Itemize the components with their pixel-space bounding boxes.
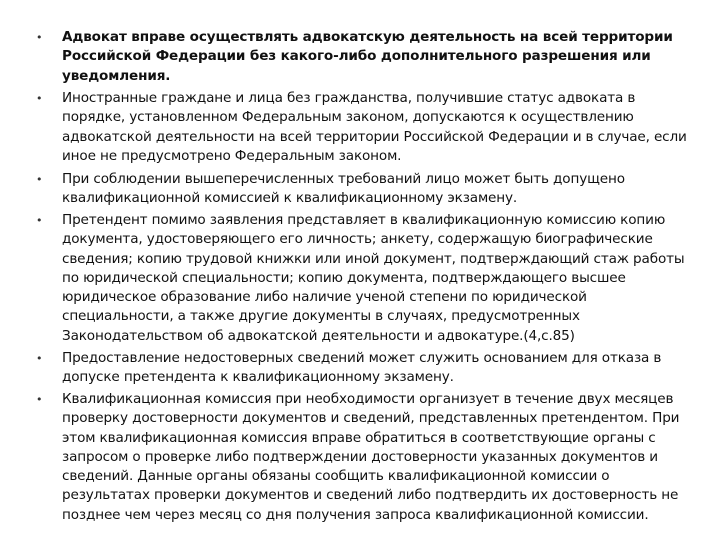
list-item-text: Адвокат вправе осуществлять адвокатскую деятельность на всей территории Российской Федерации без какого-либо дополнительного разрешения или уведомления.: [62, 29, 673, 84]
list-item-text: Претендент помимо заявления представляет в квалификационную комиссию копию документа, удостоверяющего его личность; анкету, содержащую биографические сведения; копию трудовой книжки или иной документ, подтверждающий стаж работы по юридической специальности; копию документа, подтверждающего высшее юридическое образование либо наличие ученой степени по юридической специальности, а также другие документы в случаях, предусмотренных Законодательством об адвокатской деятельности и адвокатуре.(4,с.85): [62, 212, 685, 344]
list-item-text: При соблюдении вышеперечисленных требований лицо может быть допущено квалификационной комиссией к квалификационному экзамену.: [62, 171, 625, 207]
bullet-icon: •: [36, 393, 43, 406]
bullet-icon: •: [36, 214, 43, 227]
bullet-icon: •: [36, 92, 43, 105]
bullet-icon: •: [36, 352, 43, 365]
list-item-text: Предоставление недостоверных сведений может служить основанием для отказа в допуске претендента к квалификационному экзамену.: [62, 350, 662, 386]
bullet-icon: •: [36, 31, 43, 44]
list-item-text: Иностранные граждане и лица без гражданства, получившие статус адвоката в порядке, установленном Федеральным законом, допускаются к осуществлению адвокатской деятельности на всей территории Российской Федерации и в случае, если иное не предусмотрено Федеральным законом.: [62, 90, 687, 164]
bullet-icon: •: [36, 173, 43, 186]
list-item-text: Квалификационная комиссия при необходимости организует в течение двух месяцев проверку достоверности документов и сведений, представленных претендентом. При этом квалификационная комиссия вправе обратиться в соответствующие органы с запросом о проверке либо подтверждении достоверности указанных документов и сведений. Данные органы обязаны сообщить квалификационной комиссии о результатах проверки документов и сведений либо подтвердить их достоверность не позднее чем через месяц со дня получения запроса квалификационной комиссии.: [62, 391, 680, 523]
